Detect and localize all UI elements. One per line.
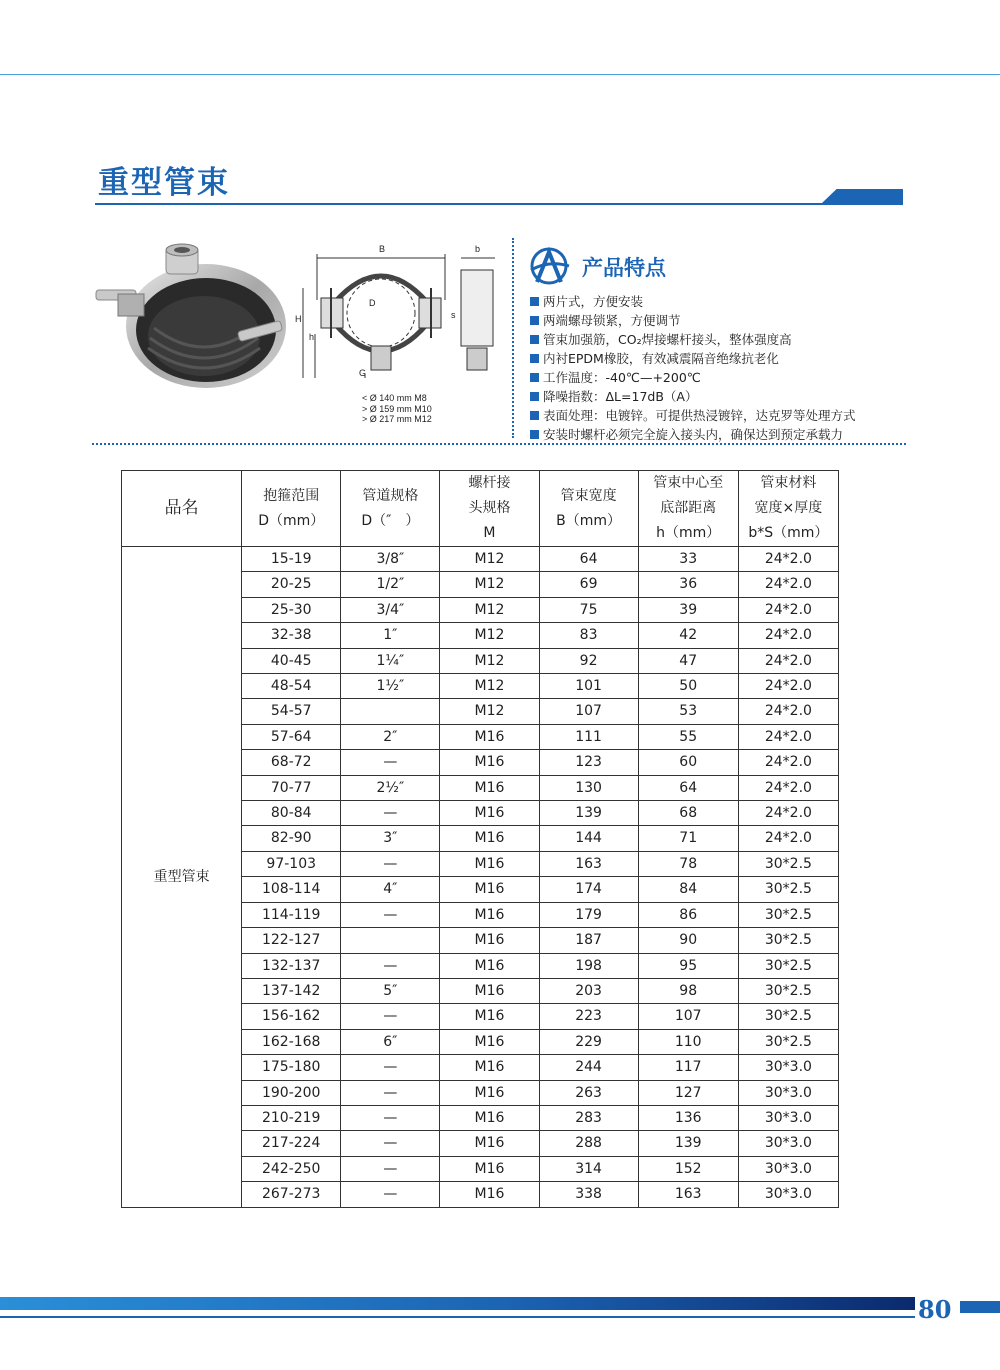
table-cell: 217-224 <box>242 1131 341 1156</box>
table-cell: 80-84 <box>242 801 341 826</box>
spec-table <box>121 470 839 1208</box>
table-cell: 50 <box>638 674 738 699</box>
footer-end-block <box>960 1301 1000 1313</box>
table-cell: M16 <box>440 978 539 1003</box>
table-cell: 86 <box>638 902 738 927</box>
table-cell: 223 <box>539 1004 638 1029</box>
table-cell: M16 <box>440 1156 539 1181</box>
table-cell: 122-127 <box>242 928 341 953</box>
header-rod-spec: 螺杆接 头规格 M <box>440 471 539 547</box>
horizontal-dotted-divider <box>92 443 906 445</box>
footer-line <box>0 1316 915 1318</box>
dim-label-d: D <box>369 298 376 308</box>
feature-item <box>530 406 856 425</box>
table-cell: M16 <box>440 1131 539 1156</box>
feature-text: 表面处理：电镀锌。可提供热浸镀锌，达克罗等处理方式 <box>543 408 856 423</box>
table-cell: 83 <box>539 623 638 648</box>
drawing-note: < Ø 140 mm M8 <box>362 393 427 403</box>
dim-label-h-upper: H <box>295 314 302 324</box>
table-cell: 24*2.0 <box>738 572 838 597</box>
table-cell: M16 <box>440 902 539 927</box>
table-cell: 139 <box>638 1131 738 1156</box>
footer-bar <box>0 1297 915 1310</box>
table-cell: 24*2.0 <box>738 648 838 673</box>
table-cell: 30*2.5 <box>738 928 838 953</box>
dim-label-h-lower: h <box>309 332 315 342</box>
table-cell: — <box>341 1131 440 1156</box>
table-cell: 263 <box>539 1080 638 1105</box>
table-cell: 24*2.0 <box>738 547 838 572</box>
page-title: 重型管束 <box>98 165 230 201</box>
table-cell <box>341 928 440 953</box>
table-cell: 30*3.0 <box>738 1055 838 1080</box>
header-name: 品名 <box>122 471 242 547</box>
table-cell: 117 <box>638 1055 738 1080</box>
table-cell: M16 <box>440 1080 539 1105</box>
table-cell: 47 <box>638 648 738 673</box>
feature-list <box>530 292 856 444</box>
table-cell: 57-64 <box>242 724 341 749</box>
feature-text: 两片式，方便安装 <box>543 294 644 309</box>
table-cell: 84 <box>638 877 738 902</box>
table-cell: 1½″ <box>341 674 440 699</box>
table-row <box>122 547 839 572</box>
table-cell: 98 <box>638 978 738 1003</box>
table-cell: 30*2.5 <box>738 877 838 902</box>
square-bullet-icon <box>530 392 539 401</box>
table-cell: M16 <box>440 953 539 978</box>
feature-text: 管束加强筋，CO₂焊接螺杆接头，整体强度高 <box>543 332 792 347</box>
table-cell: 25-30 <box>242 597 341 622</box>
table-cell: 203 <box>539 978 638 1003</box>
feature-item <box>530 330 856 349</box>
square-bullet-icon <box>530 430 539 439</box>
feature-item <box>530 311 856 330</box>
table-cell: — <box>341 750 440 775</box>
header-material: 管束材料 宽度×厚度 b*S（mm） <box>738 471 838 547</box>
table-cell: 3/4″ <box>341 597 440 622</box>
dim-label-s: s <box>451 310 456 320</box>
table-cell: 70-77 <box>242 775 341 800</box>
table-cell: 179 <box>539 902 638 927</box>
table-cell: M16 <box>440 750 539 775</box>
table-cell: 162-168 <box>242 1029 341 1054</box>
square-bullet-icon <box>530 316 539 325</box>
table-cell: 39 <box>638 597 738 622</box>
table-cell: 123 <box>539 750 638 775</box>
table-cell: 30*2.5 <box>738 902 838 927</box>
header-clamp-range: 抱箍范围 D（mm） <box>242 471 341 547</box>
table-cell: — <box>341 953 440 978</box>
drawing-note: > Ø 159 mm M10 <box>362 403 432 414</box>
feature-text: 内衬EPDM橡胶，有效减震隔音绝缘抗老化 <box>543 351 779 366</box>
square-bullet-icon <box>530 354 539 363</box>
spec-table-body <box>122 547 839 1208</box>
table-cell: 30*2.5 <box>738 1029 838 1054</box>
table-cell: M16 <box>440 851 539 876</box>
table-cell: 24*2.0 <box>738 801 838 826</box>
table-cell: 108-114 <box>242 877 341 902</box>
title-tab-decoration <box>822 189 903 203</box>
table-cell: M12 <box>440 674 539 699</box>
table-cell: 95 <box>638 953 738 978</box>
drawing-note: > Ø 217 mm M12 <box>362 414 432 424</box>
feature-item <box>530 387 856 406</box>
table-cell: — <box>341 1004 440 1029</box>
feature-text: 降噪指数：ΔL=17dB（A） <box>543 389 698 404</box>
table-cell: 338 <box>539 1182 638 1207</box>
feature-text: 两端螺母锁紧，方便调节 <box>543 313 681 328</box>
table-cell: — <box>341 1105 440 1130</box>
square-bullet-icon <box>530 411 539 420</box>
table-cell: 152 <box>638 1156 738 1181</box>
table-cell: 40-45 <box>242 648 341 673</box>
table-cell: 82-90 <box>242 826 341 851</box>
table-cell: 30*2.5 <box>738 851 838 876</box>
table-cell: 1″ <box>341 623 440 648</box>
dim-label-b-lower: b <box>475 244 481 254</box>
table-cell: 136 <box>638 1105 738 1130</box>
table-cell: 5″ <box>341 978 440 1003</box>
table-cell: 24*2.0 <box>738 699 838 724</box>
table-cell: — <box>341 801 440 826</box>
table-cell: 130 <box>539 775 638 800</box>
vertical-dotted-divider <box>512 238 514 438</box>
table-cell: — <box>341 1156 440 1181</box>
table-cell: 163 <box>638 1182 738 1207</box>
table-cell: 69 <box>539 572 638 597</box>
table-cell: 30*2.5 <box>738 978 838 1003</box>
top-divider <box>0 74 1000 75</box>
table-cell: 163 <box>539 851 638 876</box>
table-cell: 156-162 <box>242 1004 341 1029</box>
dim-label-g: G <box>359 368 367 378</box>
table-cell <box>341 699 440 724</box>
table-cell: — <box>341 1182 440 1207</box>
table-cell: 64 <box>539 547 638 572</box>
table-cell: 71 <box>638 826 738 851</box>
table-cell: 53 <box>638 699 738 724</box>
table-cell: M16 <box>440 801 539 826</box>
table-cell: M16 <box>440 775 539 800</box>
table-cell: 24*2.0 <box>738 724 838 749</box>
table-cell: 55 <box>638 724 738 749</box>
dim-label-b-upper: B <box>379 244 386 254</box>
table-cell: 175-180 <box>242 1055 341 1080</box>
square-bullet-icon <box>530 373 539 382</box>
feature-text: 工作温度：-40℃—+200℃ <box>543 370 701 385</box>
table-cell: 54-57 <box>242 699 341 724</box>
letter-a-logo <box>527 246 571 286</box>
table-cell: M16 <box>440 1182 539 1207</box>
table-cell: 111 <box>539 724 638 749</box>
table-cell: 314 <box>539 1156 638 1181</box>
table-cell: 78 <box>638 851 738 876</box>
table-cell: 198 <box>539 953 638 978</box>
table-cell: M12 <box>440 699 539 724</box>
table-cell: 30*3.0 <box>738 1131 838 1156</box>
table-cell: M16 <box>440 877 539 902</box>
table-cell: 68 <box>638 801 738 826</box>
feature-text: 安装时螺杆必须完全旋入接头内，确保达到预定承载力 <box>543 427 844 442</box>
table-cell: 1/2″ <box>341 572 440 597</box>
table-cell: M12 <box>440 572 539 597</box>
table-cell: 32-38 <box>242 623 341 648</box>
table-cell: M16 <box>440 826 539 851</box>
table-cell: 30*3.0 <box>738 1080 838 1105</box>
table-cell: 33 <box>638 547 738 572</box>
table-cell: 30*3.0 <box>738 1105 838 1130</box>
table-cell: 139 <box>539 801 638 826</box>
table-cell: 60 <box>638 750 738 775</box>
feature-item <box>530 349 856 368</box>
table-cell: 6″ <box>341 1029 440 1054</box>
table-cell: M12 <box>440 623 539 648</box>
table-cell: M16 <box>440 724 539 749</box>
table-cell: 3/8″ <box>341 547 440 572</box>
header-center-height: 管束中心至 底部距离 h（mm） <box>638 471 738 547</box>
drawing-notes <box>362 393 432 425</box>
table-cell: 24*2.0 <box>738 597 838 622</box>
table-cell: 24*2.0 <box>738 623 838 648</box>
table-cell: M12 <box>440 547 539 572</box>
table-cell: 132-137 <box>242 953 341 978</box>
table-cell: 127 <box>638 1080 738 1105</box>
table-cell: 97-103 <box>242 851 341 876</box>
title-underline <box>95 203 903 205</box>
table-cell: 75 <box>539 597 638 622</box>
table-cell: 107 <box>539 699 638 724</box>
table-cell: 30*3.0 <box>738 1182 838 1207</box>
table-cell: 107 <box>638 1004 738 1029</box>
table-cell: M16 <box>440 1004 539 1029</box>
table-cell: 288 <box>539 1131 638 1156</box>
square-bullet-icon <box>530 297 539 306</box>
table-cell: 2″ <box>341 724 440 749</box>
table-cell: 114-119 <box>242 902 341 927</box>
table-cell: 1¼″ <box>341 648 440 673</box>
table-cell: 174 <box>539 877 638 902</box>
table-cell: 30*3.0 <box>738 1156 838 1181</box>
table-cell: 137-142 <box>242 978 341 1003</box>
table-cell: — <box>341 1080 440 1105</box>
square-bullet-icon <box>530 335 539 344</box>
table-cell: M16 <box>440 1105 539 1130</box>
header-pipe-size: 管道规格 D（″ ） <box>341 471 440 547</box>
table-cell: 283 <box>539 1105 638 1130</box>
table-cell: 210-219 <box>242 1105 341 1130</box>
table-cell: 20-25 <box>242 572 341 597</box>
table-cell: 42 <box>638 623 738 648</box>
table-cell: 187 <box>539 928 638 953</box>
table-cell: 144 <box>539 826 638 851</box>
table-cell: — <box>341 1055 440 1080</box>
table-cell: M12 <box>440 648 539 673</box>
table-cell: 90 <box>638 928 738 953</box>
table-cell: 110 <box>638 1029 738 1054</box>
table-cell: 30*2.5 <box>738 1004 838 1029</box>
product-name-cell: 重型管束 <box>122 547 242 1208</box>
table-cell: 24*2.0 <box>738 775 838 800</box>
table-cell: 36 <box>638 572 738 597</box>
table-cell: 190-200 <box>242 1080 341 1105</box>
table-header-row <box>122 471 839 547</box>
table-cell: 242-250 <box>242 1156 341 1181</box>
table-cell: 48-54 <box>242 674 341 699</box>
table-cell: 101 <box>539 674 638 699</box>
table-cell: — <box>341 902 440 927</box>
table-cell: 24*2.0 <box>738 750 838 775</box>
table-cell: M16 <box>440 1055 539 1080</box>
table-cell: 24*2.0 <box>738 674 838 699</box>
feature-item <box>530 425 856 444</box>
feature-item <box>530 368 856 387</box>
table-cell: 229 <box>539 1029 638 1054</box>
header-width: 管束宽度 B（mm） <box>539 471 638 547</box>
table-cell: 68-72 <box>242 750 341 775</box>
table-cell: 24*2.0 <box>738 826 838 851</box>
table-cell: 2½″ <box>341 775 440 800</box>
product-photo <box>88 238 298 398</box>
page-number: 80 <box>918 1295 952 1324</box>
features-title: 产品特点 <box>582 256 666 280</box>
table-cell: 30*2.5 <box>738 953 838 978</box>
table-cell: 92 <box>539 648 638 673</box>
table-cell: M16 <box>440 1029 539 1054</box>
table-cell: 15-19 <box>242 547 341 572</box>
table-cell: M16 <box>440 928 539 953</box>
table-cell: M12 <box>440 597 539 622</box>
table-cell: 267-273 <box>242 1182 341 1207</box>
table-cell: 64 <box>638 775 738 800</box>
table-cell: 244 <box>539 1055 638 1080</box>
feature-item <box>530 292 856 311</box>
table-cell: 4″ <box>341 877 440 902</box>
table-cell: — <box>341 851 440 876</box>
table-cell: 3″ <box>341 826 440 851</box>
